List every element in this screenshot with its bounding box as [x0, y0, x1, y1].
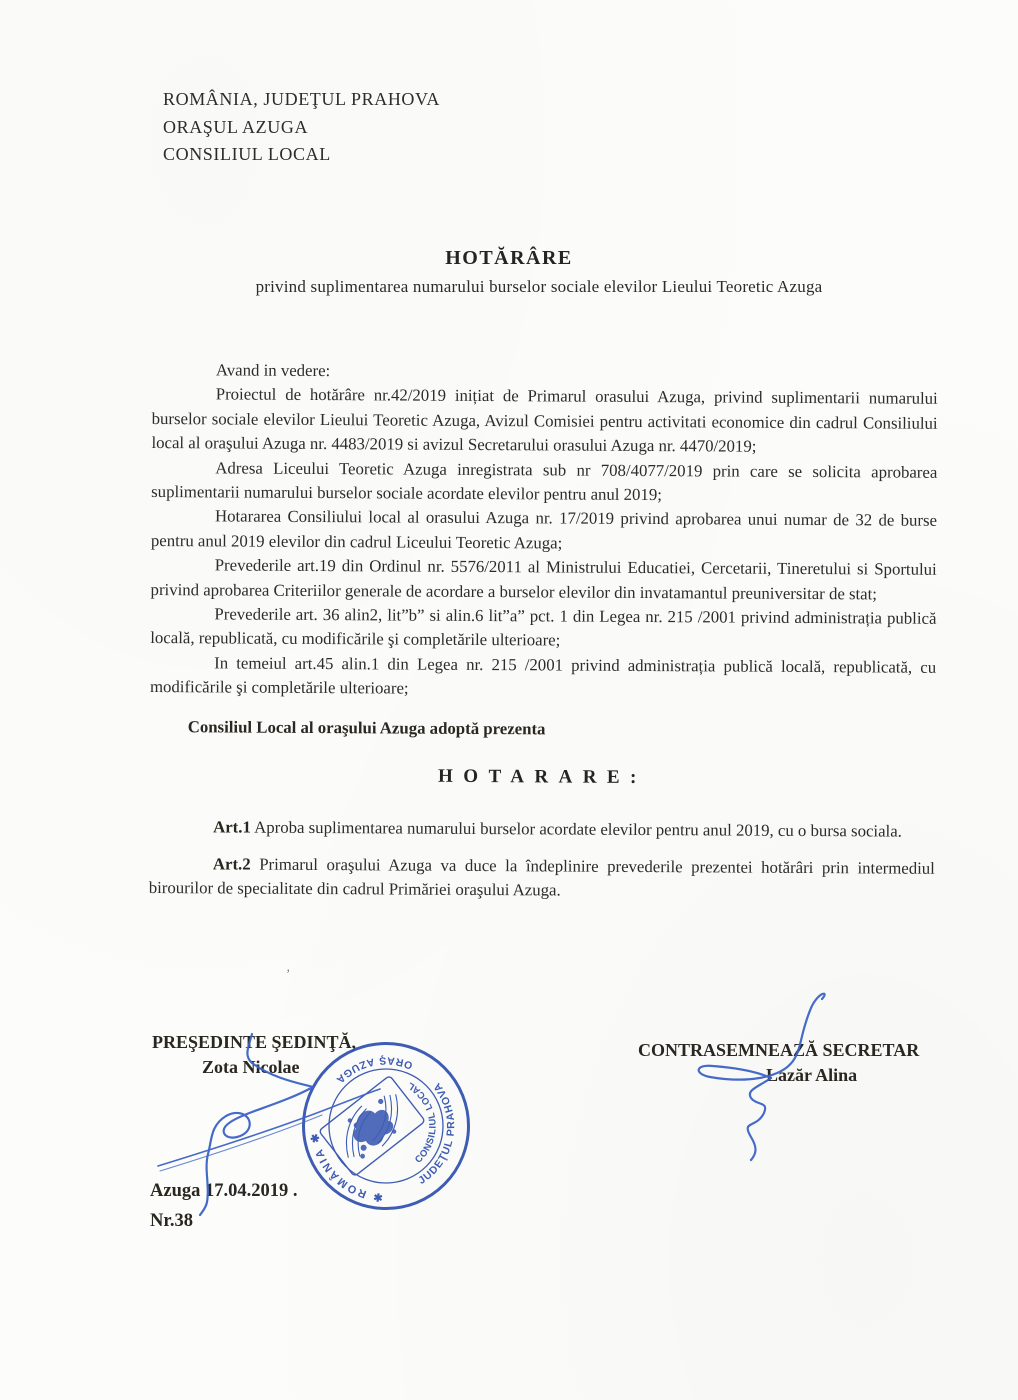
place-date-line: Azuga 17.04.2019 .	[150, 1181, 298, 1201]
article-2-label: Art.2	[212, 854, 251, 874]
article-1-label: Art.1	[213, 816, 251, 837]
document-subtitle: privind suplimentarea numarului burselor sociale elevilor Lieului Teoretic Azuga	[255, 277, 823, 296]
signature-block-secretary	[638, 1040, 938, 1086]
president-role-label: PREŞEDINTE ŞEDINŢĂ,	[152, 1032, 357, 1052]
recital-paragraph: Adresa Liceului Teoretic Azuga inregistrata sub nr 708/4077/2019 prin care se solicita aprobarea suplimentarii numarului burselor sociale acordate elevilor pentru anul 2019;	[151, 458, 938, 505]
signature-block-president	[152, 1032, 415, 1087]
document-number: Nr.38	[150, 1211, 193, 1231]
footer-block	[150, 1176, 298, 1236]
letterhead-line-city: ORAŞUL AZUGA	[163, 116, 309, 137]
secretary-name: Lazăr Alina	[766, 1065, 858, 1085]
letterhead	[163, 86, 440, 169]
scan-speck: ’	[286, 966, 291, 981]
recital-paragraph: Hotararea Consiliului local al orasului Azuga nr. 17/2019 privind aprobarea unui numar de 32 de burse pentru anul 2019 elevilor din cadrul Liceului Teoretic Azuga;	[150, 506, 938, 553]
article-1	[149, 814, 935, 843]
svg-text:✱ ROMÂNIA ✱: ✱ ROMÂNIA ✱	[308, 1130, 384, 1204]
svg-text:ORAŞ AZUGA: ORAŞ AZUGA	[332, 1054, 415, 1087]
article-2	[149, 852, 935, 906]
title-block	[0, 247, 1018, 297]
article-1-text: Aproba suplimentarea numarului burselor acordate elevilor pentru anul 2019, cu o bursa sociala.	[254, 817, 902, 841]
adoption-line: Consiliul Local al oraşului Azuga adoptă prezenta	[187, 716, 546, 739]
signature-row	[152, 1032, 938, 1086]
recital-paragraph: In temeiul art.45 alin.1 din Legea nr. 215 /2001 privind administrația publică locală, republicată, cu modificările şi completările ulterioare;	[149, 653, 937, 698]
president-name: Zota Nicolae	[202, 1057, 300, 1077]
stamp-coat-of-arms	[319, 1075, 426, 1176]
svg-text:JUDEŢUL PRAHOVA: JUDEŢUL PRAHOVA	[416, 1079, 458, 1187]
preamble-intro: Avand in vedere:	[215, 360, 331, 381]
document-body	[149, 358, 938, 906]
document-title: HOTĂRÂRE	[445, 247, 573, 269]
letterhead-line-council: CONSILIUL LOCAL	[163, 144, 331, 164]
article-2-text: Primarul oraşului Azuga va duce la îndeplinire prevederile prezentei hotărâri prin intermediul birourilor de specialitate din cadrul Primăriei oraşului Azuga.	[148, 854, 935, 900]
decision-heading: HOTARARE:	[437, 765, 647, 789]
letterhead-line-country: ROMÂNIA, JUDEŢUL PRAHOVA	[163, 89, 440, 109]
svg-text:CONSILIUL LOCAL: CONSILIUL LOCAL	[405, 1079, 439, 1166]
recital-paragraph: Prevederile art.19 din Ordinul nr. 5576/2011 al Ministrului Educatiei, Cercetarii, Tineretului si Sportului privind aprobarea Criteriilor generale de acordare a burselor elevilor din invatamantul preuniversitar de stat;	[150, 555, 937, 604]
recital-paragraph: Prevederile art. 36 alin2, lit”b” si alin.6 lit”a” pct. 1 din Legea nr. 215 /2001 privind administrația publică locală, republicată, cu modificările şi completările ulterioare;	[150, 604, 937, 650]
recital-paragraph: Proiectul de hotărâre nr.42/2019 inițiat de Primarul orasului Azuga, privind suplimentarii numarului burselor sociale elevilor Lieului Teoretic Azuga, Avizul Comisiei pentru activitati economice din cadrul Consiliului local al oraşului Azuga nr. 4483/2019 si avizul Secretarului orasului Azuga nr. 4470/2019;	[151, 384, 938, 456]
secretary-role-label: CONTRASEMNEAZĂ SECRETAR	[638, 1040, 920, 1060]
